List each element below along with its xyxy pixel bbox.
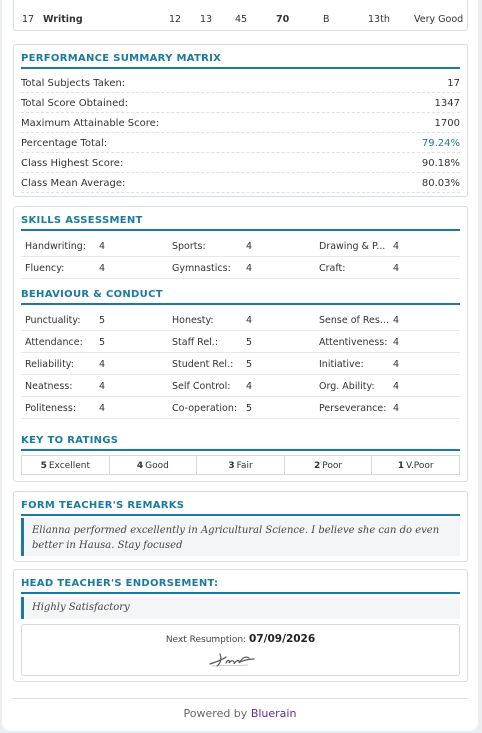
key-to-ratings <box>21 455 460 475</box>
behaviour-value: 4 <box>393 381 400 392</box>
behaviour-label: Student Rel.: <box>172 359 234 370</box>
behaviour-label: Honesty: <box>172 315 214 326</box>
head-teacher-title: HEAD TEACHER'S ENDORSEMENT: <box>21 578 460 594</box>
behaviour-row <box>21 309 460 331</box>
footer <box>2 707 478 720</box>
behaviour-label: Initiative: <box>319 359 364 370</box>
behaviour-label: Org. Ability: <box>319 381 375 392</box>
summary-row <box>21 173 460 193</box>
subject-grade: B <box>323 14 330 25</box>
behaviour-value: 4 <box>99 359 106 370</box>
skills-row <box>21 257 460 279</box>
key-label: Poor <box>322 461 343 471</box>
behaviour-label: Staff Rel.: <box>172 337 219 348</box>
footer-divider <box>13 698 467 699</box>
key-label: Good <box>145 461 169 471</box>
summary-row <box>21 113 460 133</box>
subject-exam: 45 <box>235 14 248 25</box>
skills-row <box>21 235 460 257</box>
key-number: 5 <box>40 461 47 471</box>
summary-value: 1347 <box>434 98 460 109</box>
key-label: Excellent <box>48 461 90 471</box>
behaviour-value: 4 <box>393 359 400 370</box>
behaviour-value: 5 <box>246 359 253 370</box>
behaviour-label: Reliability: <box>25 359 74 370</box>
report-sheet <box>2 0 478 731</box>
skills-label: Fluency: <box>25 263 65 274</box>
skills-value: 4 <box>246 241 253 252</box>
behaviour-label: Neatness: <box>25 381 73 392</box>
behaviour-label: Co-operation: <box>172 403 238 414</box>
skills-value: 4 <box>246 263 253 274</box>
behaviour-value: 4 <box>393 337 400 348</box>
summary-label: Class Mean Average: <box>21 178 126 189</box>
key-number: 4 <box>136 461 144 471</box>
summary-title: PERFORMANCE SUMMARY MATRIX <box>21 53 460 69</box>
key-number: 2 <box>314 461 321 471</box>
form-teacher-title: FORM TEACHER'S REMARKS <box>21 500 460 516</box>
behaviour-value: 4 <box>246 381 253 392</box>
summary-value: 80.03% <box>421 178 460 189</box>
key-item <box>285 456 373 474</box>
summary-label: Total Subjects Taken: <box>21 78 126 89</box>
summary-label: Class Highest Score: <box>21 158 124 169</box>
key-label: Fair <box>236 461 253 471</box>
skills-value: 4 <box>393 263 400 274</box>
behaviour-value: 4 <box>246 315 253 326</box>
subject-ca1: 12 <box>169 14 182 25</box>
subject-remark: Very Good <box>414 14 464 25</box>
subject-name: Writing <box>43 14 83 25</box>
skills-card <box>13 206 468 482</box>
form-teacher-card <box>13 491 468 562</box>
skills-label: Sports: <box>172 241 206 252</box>
behaviour-value: 4 <box>393 315 400 326</box>
skills-label: Handwriting: <box>25 241 86 252</box>
behaviour-label: Punctuality: <box>25 315 81 326</box>
key-label: V.Poor <box>405 461 434 471</box>
subject-position: 13th <box>368 14 390 25</box>
form-teacher-remark: Elianna performed excellently in Agricultural Science. I believe she can do even better in Hausa. Stay focused <box>21 518 460 556</box>
skills-label: Drawing & P... <box>319 241 386 252</box>
behaviour-value: 4 <box>99 381 106 392</box>
summary-value: 17 <box>447 78 460 89</box>
subject-ca2: 13 <box>200 14 213 25</box>
skills-value: 4 <box>99 241 106 252</box>
behaviour-value: 5 <box>246 337 253 348</box>
behaviour-label: Perseverance: <box>319 403 387 414</box>
behaviour-label: Sense of Res... <box>319 315 389 326</box>
key-item <box>197 456 285 474</box>
signature-icon <box>208 651 258 669</box>
key-number: 3 <box>228 461 235 471</box>
resumption-label: Next Resumption: <box>165 635 247 645</box>
subject-table-last-row <box>13 0 468 31</box>
behaviour-title: BEHAVIOUR & CONDUCT <box>21 289 460 305</box>
behaviour-value: 4 <box>393 403 400 414</box>
summary-row <box>21 93 460 113</box>
footer-brand-link[interactable]: Bluerain <box>250 707 297 720</box>
summary-row <box>21 153 460 173</box>
summary-row <box>21 133 460 153</box>
key-item <box>372 456 459 474</box>
head-teacher-remark: Highly Satisfactory <box>21 597 460 619</box>
summary-row <box>21 73 460 93</box>
behaviour-label: Politeness: <box>25 403 77 414</box>
behaviour-row <box>21 353 460 375</box>
skills-value: 4 <box>99 263 106 274</box>
behaviour-value: 5 <box>99 315 106 326</box>
summary-label: Maximum Attainable Score: <box>21 118 160 129</box>
resumption-date: 07/09/2026 <box>249 633 316 645</box>
skills-label: Craft: <box>319 263 346 274</box>
skills-title: SKILLS ASSESSMENT <box>21 215 460 231</box>
footer-prefix: Powered by <box>183 707 248 720</box>
skills-value: 4 <box>393 241 400 252</box>
behaviour-value: 4 <box>99 403 106 414</box>
behaviour-label: Self Control: <box>172 381 231 392</box>
resumption-box <box>21 624 460 676</box>
summary-value: 90.18% <box>421 158 460 169</box>
behaviour-value: 5 <box>246 403 253 414</box>
key-title: KEY TO RATINGS <box>21 435 460 451</box>
behaviour-row <box>21 331 460 353</box>
key-item <box>110 456 198 474</box>
resumption-line <box>22 633 459 645</box>
key-number: 1 <box>397 461 404 471</box>
subject-index: 17 <box>22 14 35 25</box>
summary-label: Total Score Obtained: <box>21 98 128 109</box>
subject-total: 70 <box>276 14 290 25</box>
summary-value: 79.24% <box>421 138 460 149</box>
performance-summary-card <box>13 44 468 197</box>
skills-label: Gymnastics: <box>172 263 231 274</box>
behaviour-row <box>21 375 460 397</box>
behaviour-row <box>21 397 460 419</box>
summary-value: 1700 <box>434 118 460 129</box>
head-teacher-card <box>13 569 468 682</box>
behaviour-label: Attentiveness: <box>319 337 388 348</box>
behaviour-label: Attendance: <box>25 337 83 348</box>
key-item <box>22 456 110 474</box>
summary-label: Percentage Total: <box>21 138 108 149</box>
behaviour-value: 5 <box>99 337 106 348</box>
